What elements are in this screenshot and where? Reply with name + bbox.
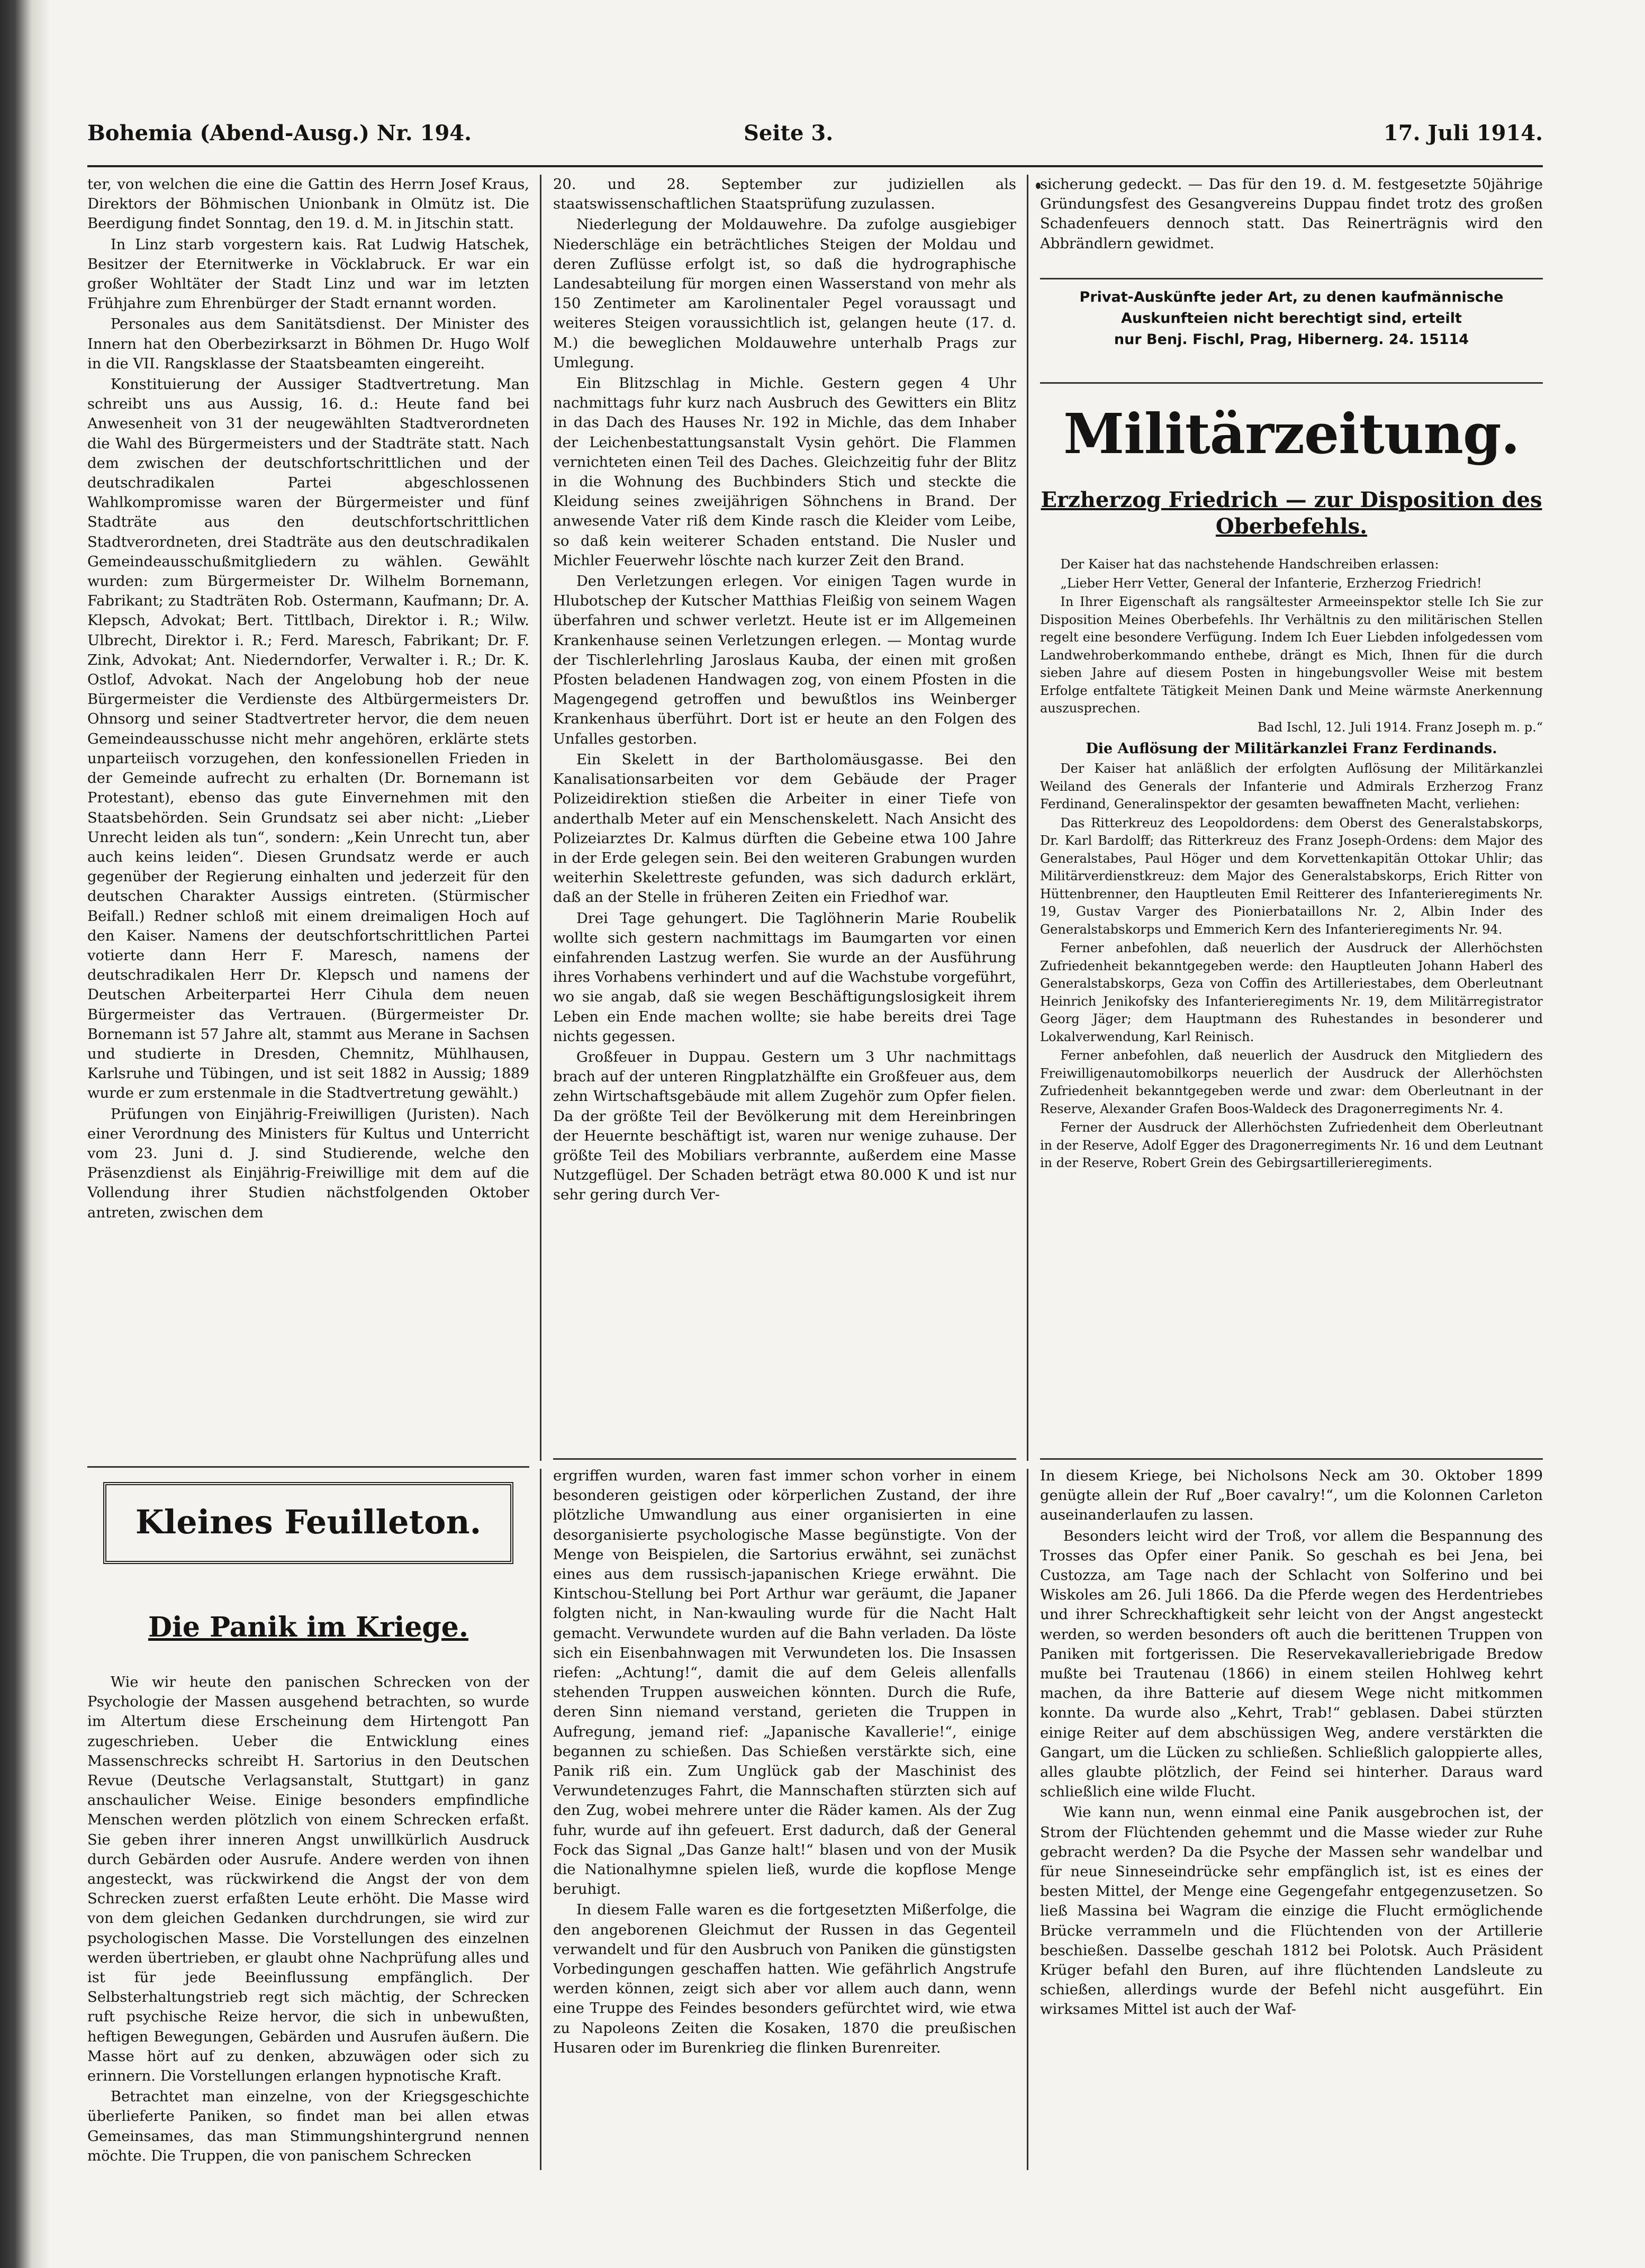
article-paragraph: Der Kaiser hat anläßlich der erfolgten Auflösung der Militärkanzlei Weiland des Generals der Infanterie und Admirals Erzherzog Franz Ferdinand, Generalinspektor der gesamten bewaffneten Macht, verliehen: <box>1040 761 1543 811</box>
news-paragraph: Großfeuer in Duppau. Gestern um 3 Uhr nachmittags brach auf der unteren Ringplatzhälfte ein Großfeuer aus, dem zehn Wirtschaftsgebäude mit allem Zugehör zum Opfer fielen. Da der größte Teil der Bevölkerung mit dem Hereinbringen der Heuernte beschäftigt ist, waren nur wenige zuhause. Der größte Teil des Mobiliars verbrannte, außerdem eine Masse Nutzgeflügel. Der Schaden beträgt etwa 80.000 K und ist nur sehr gering durch Ver- <box>553 1049 1016 1204</box>
feuilleton-title: Die Panik im Kriege. <box>148 1611 468 1643</box>
ad-line: Privat-Auskünfte jeder Art, zu denen kaufmännische Auskunfteien nicht berechtigt sind, erteilt <box>1079 289 1504 327</box>
feuilleton-paragraph: In diesem Kriege, bei Nicholsons Neck am 30. Oktober 1899 genügte allein der Ruf „Boer cavalry!“, um die Kolonnen Carleton auseinanderlaufen zu lassen. <box>1040 1468 1543 1524</box>
column-rule <box>1027 175 1028 1461</box>
news-paragraph: Den Verletzungen erlegen. Vor einigen Tagen wurde in Hlubotschep der Kutscher Matthias Fleißig von seinem Wagen überfahren und schwer verletzt. Heute ist er im Allgemeinen Krankenhause seinen Verletzungen erlegen. — Montag wurde der Tischlerlehrling Jaroslaus Kauba, der einen mit großen Pfosten beladenen Handwagen zog, von einem Pfosten in die Magengegend getroffen und bewußtlos ins Weinberger Krankenhaus überführt. Dort ist er heute an den Folgen des Unfalles gestorben. <box>553 573 1016 747</box>
military-article <box>1040 556 1543 1461</box>
feuilleton-paragraph: Besonders leicht wird der Troß, vor allem die Bespannung des Trosses das Opfer einer Panik. So geschah es bei Jena, bei Custozza, am Tage nach der Schlacht von Solferino und bei Wiskoles am 26. Juli 1866. Da die Pferde wegen des Herdentriebes und ihrer Schreckhaftigkeit sehr leicht von der Angst angesteckt werden, so werden besonders oft auch die berittenen Truppen von Paniken mit fortgerissen. Die Reservekavalleriebrigade Bredow mußte bei Trautenau (1866) in einem steilen Hohlweg kehrt machen, da ihre Batterie auf diesem Wege nicht mitkommen konnte. Da wurde also „Kehrt, Trab!“ geblasen. Dabei stürzten einige Reiter auf dem abschüssigen Weg, andere verstärkten die Gangart, um die Lücken zu schließen. Schließlich galoppierte alles, alles glaubte plötzlich, der Feind sei hinterher. Daraus ward schließlich eine wilde Flucht. <box>1040 1528 1543 1801</box>
column-rule <box>540 175 541 1461</box>
article-paragraph: Ferner anbefohlen, daß neuerlich der Ausdruck den Mitgliedern des Freiwilligenautomobilkorps neuerlich der Ausdruck der Allerhöchsten Zufriedenheit bekanntgegeben werde und zwar: dem Oberleutnant in der Reserve, Alexander Grafen Boos-Waldeck des Dragonerregiments Nr. 4. <box>1040 1048 1543 1116</box>
news-column-1 <box>87 175 529 1461</box>
article-paragraph: Bad Ischl, 12. Juli 1914. Franz Joseph m. p.“ <box>1257 719 1543 735</box>
news-paragraph: Ein Blitzschlag in Michle. Gestern gegen 4 Uhr nachmittags fuhr kurz nach Ausbruch des Gewitters ein Blitz in das Dach des Hauses Nr. 192 in Michle, das dem Inhaber der Leichenbestattungsanstalt Vysin gehört. Die Flammen vernichteten einen Teil des Daches. Gleichzeitig fuhr der Blitz in die Wohnung des Buchbinders Stich und steckte die Kleidung seines zweijährigen Söhnchens in Brand. Der anwesende Vater riß dem Kinde rasch die Kleider vom Leibe, so daß kein weiterer Schaden entstand. Die Nusler und Michler Feuerwehr löschte nach kurzer Zeit den Brand. <box>553 375 1016 569</box>
article-headline: Erzherzog Friedrich — zur Disposition des Oberbefehls. <box>1041 487 1542 539</box>
feuilleton-paragraph: Wie kann nun, wenn einmal eine Panik ausgebrochen ist, der Strom der Flüchtenden gehemmt und die Masse wieder zur Ruhe gebracht werden? Da die Psyche der Massen sehr wandelbar und für neue Sinneseindrücke sehr empfänglich ist, ist es eines der besten Mittel, der Menge eine Gegengefahr entgegenzusetzen. So ließ Massina bei Wagram die einzige die Flucht ermöglichende Brücke verrammeln und die Flüchtenden von der Artillerie beschießen. Dasselbe geschah 1812 bei Polotsk. Auch Präsident Krüger befahl den Buren, auf ihre flüchtenden Landsleute zu schießen, allerdings wurde der Befehl nicht ausgeführt. Ein wirksames Mittel ist auch der Waf- <box>1040 1804 1543 2018</box>
news-column-2 <box>553 175 1016 1461</box>
feuilleton-paragraph: Wie wir heute den panischen Schrecken von der Psychologie der Massen ausgehend betrachten, so wurde im Altertum diese Erscheinung dem Hirtengott Pan zugeschrieben. Ueber die Entwicklung eines Massenschrecks schreibt H. Sartorius in den Deutschen Revue (Deutsche Verlagsanstalt, Stuttgart) in ganz anschaulicher Weise. Einige besonders empfindliche Menschen werden plötzlich von einem Schrecken erfaßt. Sie geben ihrer inneren Angst unwillkürlich Ausdruck durch Gebärden oder Ausrufe. Andere werden von ihnen angesteckt, was rückwirkend die Angst der von dem Schrecken zuerst erfaßten Leute erhöht. Die Masse wird von dem gleichen Gedanken durchdrungen, sie wird zur psychologischen Masse. Die Vorstellungen des einzelnen werden übertrieben, er glaubt ohne Nachprüfung alles und ist für jede Beeinflussung empfänglich. Der Selbsterhaltungstrieb regt sich mächtig, der Schrecken ruft psychische Reize hervor, die sich in unbewußten, heftigen Bewegungen, Gebärden und Ausrufen äußern. Die Masse hört auf zu denken, abzuwägen oder sich zu erinnern. Die Vorstellungen erlangen hypnotische Kraft. <box>87 1674 529 2085</box>
advertisement <box>1040 278 1543 384</box>
feuilleton-column-2 <box>553 1466 1016 2170</box>
feuilleton-paragraph: Betrachtet man einzelne, von der Kriegsgeschichte überlieferte Paniken, so findet man bei allen etwas Gemeinsames, das man Stimmungshintergrund nennen möchte. Die Truppen, die von panischem Schrecken <box>87 2089 529 2164</box>
article-paragraph: Das Ritterkreuz des Leopoldordens: dem Oberst des Generalstabskorps, Dr. Karl Bardolff; das Ritterkreuz des Franz Joseph-Ordens: dem Major des Generalstabes, Paul Höger und dem Korvettenkapitän Ottokar Uhlir; das Militärverdienstkreuz: dem Major des Generalstabskorps, Erich Ritter von Hüttenbrenner, den Hauptleuten Emil Reitterer des Infanterieregiments Nr. 19, Gustav Varger des Pionierbataillons Nr. 2, Albin Inder des Generalstabskorps und Emmerich Kern des Infanterieregiments Nr. 94. <box>1040 815 1543 937</box>
masthead-left: Bohemia (Abend-Ausg.) Nr. 194. <box>87 121 472 146</box>
news-paragraph: sicherung gedeckt. — Das für den 19. d. M. festgesetzte 50jährige Gründungsfest des Gesangvereins Duppau findet trotz des großen Schadenfeuers dennoch statt. Das Reinerträgnis wird den Abbrändlern gewidmet. <box>1040 176 1543 252</box>
news-paragraph: Drei Tage gehungert. Die Taglöhnerin Marie Roubelik wollte sich gestern nachmittags im Baumgarten vor einen einfahrenden Lastzug werfen. Sie wurde an der Ausführung ihres Vorhabens verhindert und auf die Wachstube vorgeführt, wo sie angab, daß sie wegen Beschäftigungslosigkeit ihrem Leben ein Ende machen wollte; sie habe bereits drei Tage nichts gegessen. <box>553 910 1016 1045</box>
newspaper-page <box>87 106 1543 2170</box>
article-paragraph: „Lieber Herr Vetter, General der Infanterie, Erzherzog Friedrich! <box>1060 575 1482 591</box>
article-subheadline: Die Auflösung der Militärkanzlei Franz Ferdinands. <box>1086 740 1497 757</box>
column-rule <box>1027 1469 1028 2170</box>
article-paragraph: Der Kaiser hat das nachstehende Handschreiben erlassen: <box>1060 557 1439 572</box>
issue-date: 17. Juli 1914. <box>1383 121 1543 146</box>
section-rule <box>553 1458 1016 1460</box>
column-rule <box>540 1469 541 2170</box>
news-paragraph: Prüfungen von Einjährig-Freiwilligen (Juristen). Nach einer Verordnung des Ministers für Kultus und Unterricht vom 23. Juni d. J. sind Studierende, welche den Präsenzdienst als Einjährig-Freiwillige mit dem auf die Vollendung ihrer Studien nächstfolgenden Oktober antreten, zwischen dem <box>87 1106 529 1221</box>
feuilleton-paragraph: ergriffen wurden, waren fast immer schon vorher in einem besonderen geistigen oder körperlichen Zustand, der ihre plötzliche Umwandlung aus einer organisierten in eine desorganisierte psychologische Masse begünstigte. Von der Menge von Beispielen, die Sartorius erwähnt, sei zunächst eines aus dem russisch-japanischen Kriege erwähnt. Die Kintschou-Stellung bei Port Arthur war geräumt, die Japaner folgten nicht, in Nan-kwauling wurde für die Nacht Halt gemacht. Verwundete wurden auf die Bahn verladen. Da löste sich ein Eisenbahnwagen mit Verwundeten los. Die Insassen riefen: „Achtung!“, damit die auf dem Geleis allenfalls stehenden Truppen ausweichen könnten. Durch die Rufe, deren Sinn niemand verstand, gerieten die Truppen in Aufregung, jemand rief: „Japanische Kavallerie!“, einige begannen zu schießen. Das Schießen verstärkte sich, eine Panik riß ein. Zum Unglück gab der Maschinist des Verwundetenzuges Fahrt, die Mannschaften stürzten sich auf den Zug, wobei mehrere unter die Räder kamen. Als der Zug fuhr, wurde auf ihn gefeuert. Erst dadurch, daß der General Fock das Signal „Das Ganze halt!“ blasen und von der Musik die Nationalhymne spielen ließ, wurde die kopflose Menge beruhigt. <box>553 1468 1016 1898</box>
article-paragraph: In Ihrer Eigenschaft als rangsältester Armeeinspektor stelle Ich Sie zur Disposition Meines Oberbefehls. Ihr Verhältnis zu den militärischen Stellen regelt eine besondere Verfügung. Indem Ich Euer Liebden infolgedessen vom Landwehroberkommando enthebe, drängt es Mich, Ihnen für die durch sieben Jahre auf diesem Posten in hingebungsvoller Weise mit bestem Erfolge entfaltete Tätigkeit Meinen Dank und Meine wärmste Anerkennung auszusprechen. <box>1040 594 1543 716</box>
article-paragraph: Ferner der Ausdruck der Allerhöchsten Zufriedenheit dem Oberleutnant in der Reserve, Adolf Egger des Dragonerregiments Nr. 16 und dem Leutnant in der Reserve, Robert Grein des Gebirgsartillerieregiments. <box>1040 1120 1543 1170</box>
news-paragraph: 20. und 28. September zur judiziellen als staatswissenschaftlichen Staatsprüfung zuzulassen. <box>553 176 1016 213</box>
header-rule <box>87 165 1543 167</box>
page-number: Seite 3. <box>744 121 834 146</box>
news-paragraph: Ein Skelett in der Bartholomäusgasse. Bei den Kanalisationsarbeiten vor dem Gebäude der Prager Polizeidirektion stießen die Arbeiter in einer Tiefe von anderthalb Meter auf ein Menschenskelett. Nach Ansicht des Polizeiarztes Dr. Kalmus dürften die Gebeine etwa 100 Jahre in der Erde gelegen sein. Bei den weiteren Grabungen wurden weiterhin Skelettreste gefunden, was sich dadurch erklärt, daß an der Stelle in früheren Zeiten ein Friedhof war. <box>553 751 1016 906</box>
news-paragraph: Niederlegung der Moldauwehre. Da zufolge ausgiebiger Niederschläge ein beträchtliches Steigen der Moldau und deren Zuflüsse erfolgt ist, so daß die hydrographische Landesabteilung für morgen einen Wasserstand von mehr als 150 Zentimeter am Karolinentaler Pegel voraussagt und weiteres Steigen voraussichtlich ist, gelangen heute (17. d. M.) die beweglichen Moldauwehre unterhalb Prags zur Umlegung. <box>553 216 1016 371</box>
news-column-3 <box>1040 175 1543 275</box>
feuilleton-paragraph: In diesem Falle waren es die fortgesetzten Mißerfolge, die den angeborenen Gleichmut der Russen in das Gegenteil verwandelt und für den Ausbruch von Paniken die günstigsten Vorbedingungen geschaffen hatten. Wie gefährlich Angstrufe werden können, zeigt sich aber vor allem auch dann, wenn eine Truppe des Feindes besonders gefürchtet wird, wie etwa zu Napoleons Zeiten die Kosaken, 1870 die preußischen Husaren oder im Burenkrieg die flinken Burenreiter. <box>553 1902 1016 2056</box>
section-title: Militärzeitung. <box>1063 401 1520 466</box>
feuilleton-column-3 <box>1040 1466 1543 2170</box>
feuilleton-column-1 <box>87 1673 529 2170</box>
section-rule <box>1040 1458 1543 1460</box>
running-head <box>87 121 1543 158</box>
ad-line: nur Benj. Fischl, Prag, Hibernerg. 24. 15114 <box>1114 331 1469 348</box>
news-paragraph: Personales aus dem Sanitätsdienst. Der Minister des Innern hat den Oberbezirksarzt in Böhmen Dr. Hugo Wolf in die VII. Rangsklasse der Staatsbeamten eingereiht. <box>87 316 529 372</box>
news-paragraph: In Linz starb vorgestern kais. Rat Ludwig Hatschek, Besitzer der Eternitwerke in Vöcklabruck. Er war ein großer Wohltäter der Stadt Linz und war im letzten Frühjahre zum Ehrenbürger der Stadt ernannt worden. <box>87 236 529 312</box>
article-paragraph: Ferner anbefohlen, daß neuerlich der Ausdruck der Allerhöchsten Zufriedenheit bekanntgegeben werde: den Hauptleuten Johann Haberl des Generalstabskorps, Geza von Coffin des Artilleriestabes, dem Oberleutnant Heinrich Jenikofsky des Infanterieregiments Nr. 19, dem Militärregistrator Georg Jäger; dem Hauptmann des Ruhestandes in besonderer und Lokalverwendung, Karl Reinisch. <box>1040 941 1543 1044</box>
scan-edge <box>0 0 50 2268</box>
news-paragraph: Konstituierung der Aussiger Stadtvertretung. Man schreibt uns aus Aussig, 16. d.: Heute fand bei Anwesenheit von 31 der neugewählten Stadtverordneten die Wahl des Bürgermeisters und der Stadträte statt. Nach dem zwischen der deutschfortschrittlichen und der deutschradikalen Partei abgeschlossenen Wahlkompromisse waren der Bürgermeister und fünf Stadträte aus den deutschfortschrittlichen Stadtverordneten, drei Stadträte aus den deutschradikalen Gemeindeausschußmitgliedern zu wählen. Gewählt wurden: zum Bürgermeister Dr. Wilhelm Bornemann, Fabrikant; zu Stadträten Rob. Ostermann, Kaufmann; Dr. A. Klepsch, Advokat; Bert. Tittlbach, Direktor i. R.; Wilw. Ulbrecht, Direktor i. R.; Ferd. Maresch, Fabrikant; Dr. F. Zink, Advokat; Ant. Niederndorfer, Verwalter i. R.; Dr. K. Ostlof, Advokat. Nach der Angelobung hob der neue Bürgermeister die Verdienste des Altbürgermeisters Dr. Ohnsorg und seiner Stadtvertreter hervor, die dem neuen Gemeindeausschusse nicht mehr angehören, erklärte stets unparteiisch vorzugehen, den konfessionellen Frieden in der Gemeinde aufrecht zu erhalten (Dr. Bornemann ist Protestant), ebenso das gute Einvernehmen mit den Staatsbehörden. Sein Grundsatz sei aber nicht: „Lieber Unrecht leiden als tun“, sondern: „Kein Unrecht tun, aber auch keins leiden“. Diesen Grundsatz werde er auch gegenüber der Regierung einhalten und jederzeit für den deutschen Charakter Aussigs eintreten. (Stürmischer Beifall.) Redner schloß mit einem dreimaligen Hoch auf den Kaiser. Namens der deutschfortschrittlichen Partei votierte dann Herr F. Maresch, namens der deutschradikalen Herr Dr. Klepsch und namens der Deutschen Arbeiterpartei Herr Cihula dem neuen Bürgermeister das Vertrauen. (Bürgermeister Dr. Bornemann ist 57 Jahre alt, stammt aus Merane in Sachsen und studierte in Dresden, Chemnitz, Mühlhausen, Karlsruhe und Tübingen, und ist seit 1882 in Aussig; 1889 wurde er zum erstenmale in die Stadtvertretung gewählt.) <box>87 376 529 1102</box>
news-paragraph: ter, von welchen die eine die Gattin des Herrn Josef Kraus, Direktors der Böhmischen Unionbank in Olmütz ist. Die Beerdigung findet Sonntag, den 19. d. M. in Jitschin statt. <box>87 176 529 232</box>
section-rule <box>87 1466 529 1468</box>
feuilleton-box: Kleines Feuilleton. <box>103 1482 513 1564</box>
